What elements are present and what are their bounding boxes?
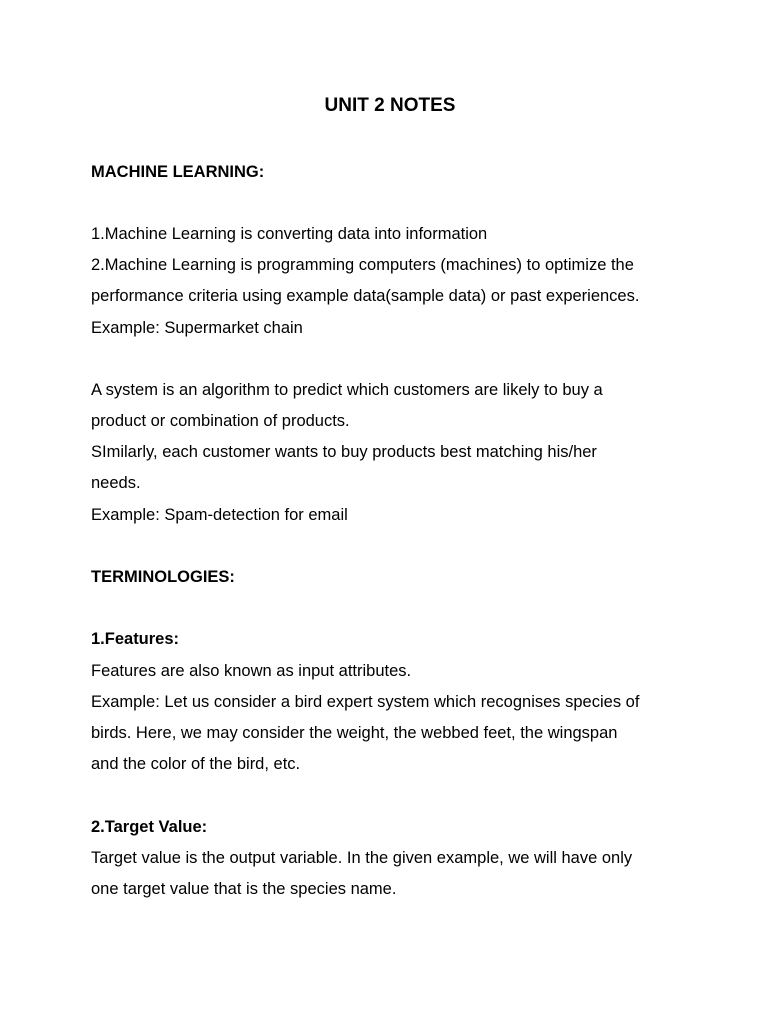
ml-example-spam: Example: Spam-detection for email	[91, 506, 348, 524]
paragraph-customer-1: SImilarly, each customer wants to buy products best matching his/her	[91, 443, 597, 461]
features-line-3: birds. Here, we may consider the weight, the webbed feet, the wingspan	[91, 724, 618, 742]
subheading-features: 1.Features:	[91, 630, 180, 648]
ml-example-supermarket: Example: Supermarket chain	[91, 319, 303, 337]
section-heading-machine-learning: MACHINE LEARNING:	[91, 163, 265, 181]
section-heading-terminologies: TERMINOLOGIES:	[91, 568, 235, 586]
features-line-2: Example: Let us consider a bird expert system which recognises species of	[91, 693, 640, 711]
features-line-4: and the color of the bird, etc.	[91, 755, 301, 773]
paragraph-system-2: product or combination of products.	[91, 412, 350, 430]
ml-definition-1: 1.Machine Learning is converting data into information	[91, 225, 488, 243]
subheading-target-value: 2.Target Value:	[91, 818, 208, 836]
paragraph-customer-2: needs.	[91, 474, 141, 492]
target-line-2: one target value that is the species name.	[91, 880, 397, 898]
ml-definition-2b: performance criteria using example data(sample data) or past experiences.	[91, 287, 640, 305]
features-line-1: Features are also known as input attributes.	[91, 662, 412, 680]
ml-definition-2a: 2.Machine Learning is programming computers (machines) to optimize the	[91, 256, 634, 274]
document-title: UNIT 2 NOTES	[324, 95, 456, 116]
target-line-1: Target value is the output variable. In the given example, we will have only	[91, 849, 633, 867]
paragraph-system-1: A system is an algorithm to predict which customers are likely to buy a	[91, 381, 603, 399]
